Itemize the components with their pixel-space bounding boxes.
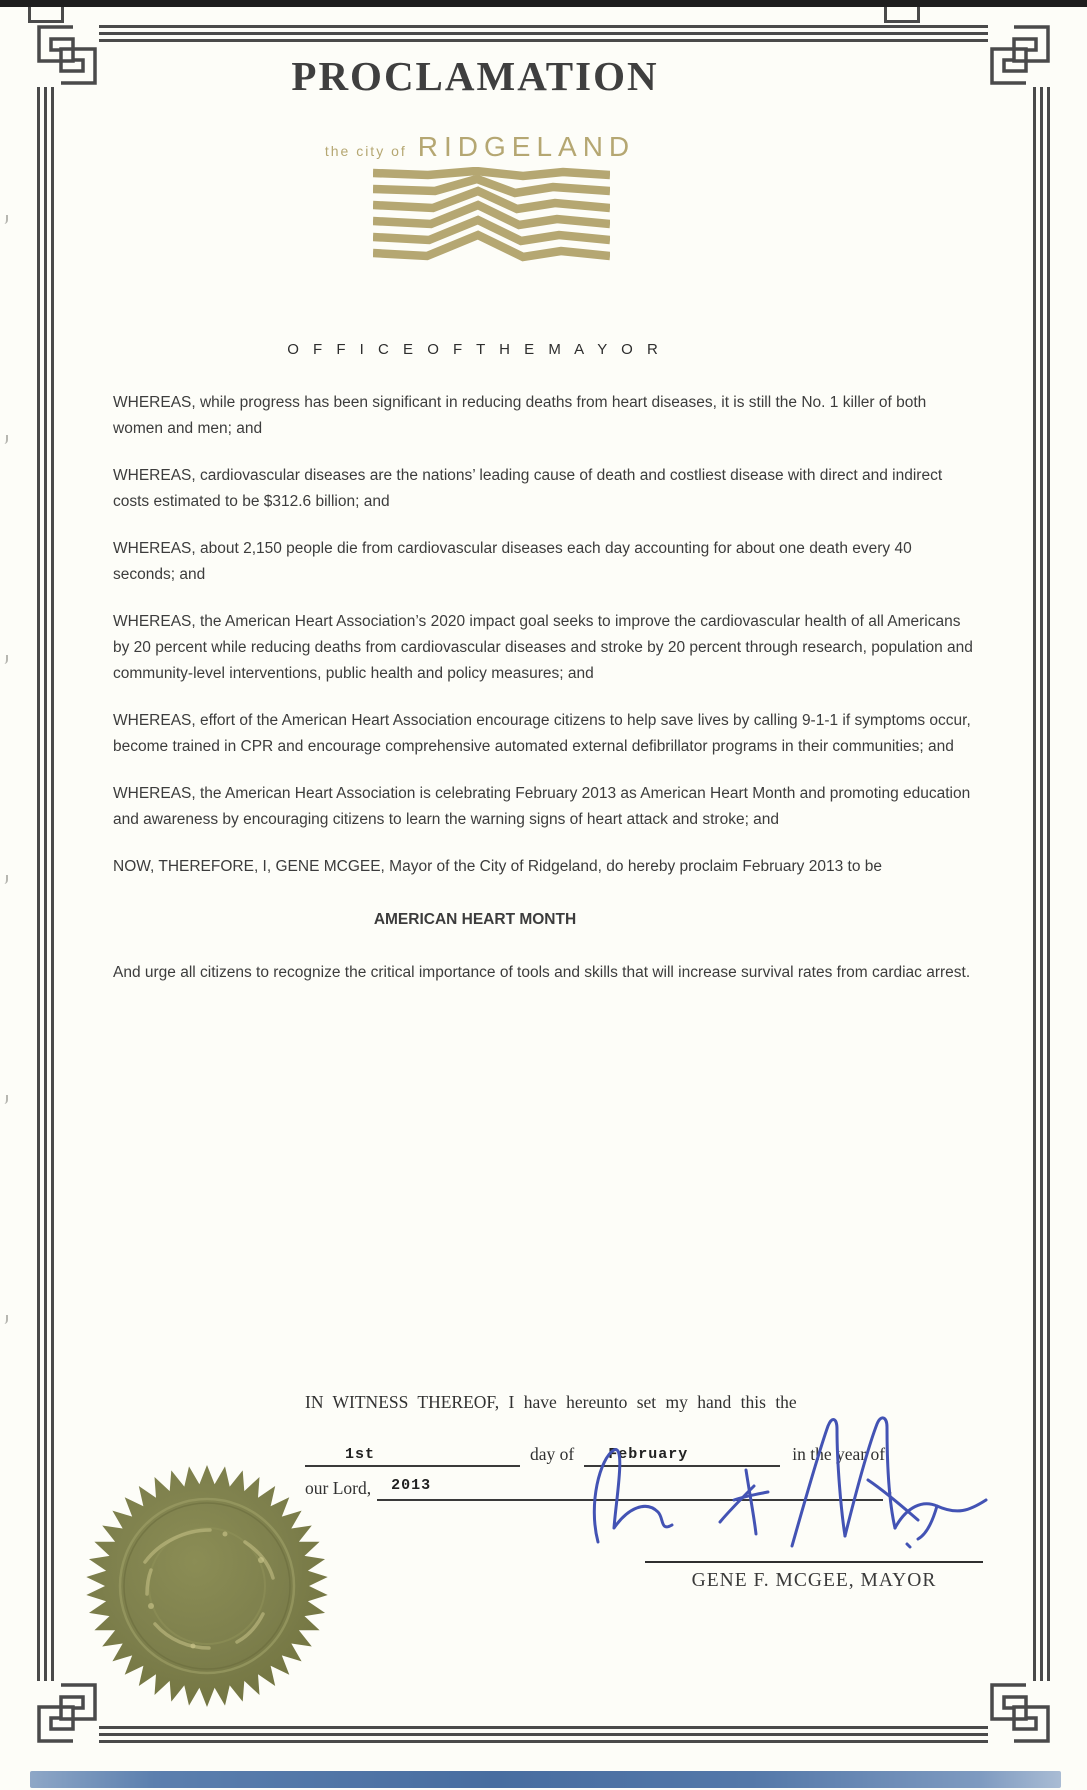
- scan-artifact: [2, 1315, 8, 1324]
- whereas-paragraph-5: WHEREAS, effort of the American Heart Association encourage citizens to help save lives by calling 9-1-1 if symptoms occur, become trained in CPR and encourage comprehensive automated external defibrillator programs in their communities; and: [113, 712, 971, 755]
- scan-artifact: [2, 655, 8, 664]
- scan-corner-remnant-left: [28, 7, 64, 23]
- scan-artifact: [2, 875, 8, 884]
- logo-city-text: RIDGELAND: [417, 131, 636, 162]
- scan-bottom-strip: [30, 1771, 1061, 1788]
- scan-artifact: [2, 215, 8, 224]
- scan-artifact: [2, 435, 8, 444]
- city-logo-wordmark: [0, 131, 960, 163]
- in-the-year-of-label: in the year of: [792, 1444, 886, 1464]
- scan-top-strip: [0, 0, 1087, 7]
- scan-artifact: [2, 1095, 8, 1104]
- signature-line: [645, 1561, 983, 1563]
- whereas-paragraph-1: WHEREAS, while progress has been significant in reducing deaths from heart diseases, it is still the No. 1 killer of both women and men; and: [113, 394, 927, 437]
- year-value: 2013: [391, 1477, 432, 1494]
- closing-paragraph: And urge all citizens to recognize the critical importance of tools and skills that will increase survival rates from cardiac arrest.: [113, 964, 971, 981]
- proclamation-body: [113, 390, 975, 1007]
- day-of-label: day of: [530, 1444, 575, 1464]
- witness-line-1: IN WITNESS THEREOF, I have hereunto set my hand this the: [305, 1392, 797, 1412]
- page-title: PROCLAMATION: [291, 53, 659, 99]
- day-value: 1st: [345, 1446, 376, 1463]
- whereas-paragraph-2: WHEREAS, cardiovascular diseases are the nations’ leading cause of death and costliest disease with direct and indirect costs estimated to be $312.6 billion; and: [113, 467, 943, 510]
- our-lord-label: our Lord,: [305, 1478, 372, 1498]
- logo-prefix-text: the city of: [324, 143, 407, 159]
- whereas-paragraph-3: WHEREAS, about 2,150 people die from cardiovascular diseases each day accounting for about one death every 40 seconds; and: [113, 540, 912, 583]
- mayor-signature-ink: [570, 1408, 1000, 1570]
- period-mark: .: [888, 1478, 893, 1498]
- day-blank: [305, 1444, 520, 1467]
- now-therefore-paragraph: NOW, THEREFORE, I, GENE MCGEE, Mayor of the City of Ridgeland, do hereby proclaim February 2013 to be: [113, 858, 882, 875]
- ridgeland-waves-icon: [373, 167, 610, 263]
- gold-foil-seal: [85, 1464, 329, 1708]
- scan-corner-remnant-right: [884, 7, 920, 23]
- american-heart-month-heading: AMERICAN HEART MONTH: [373, 911, 577, 928]
- mayor-name: GENE F. MCGEE, MAYOR: [691, 1570, 937, 1591]
- whereas-paragraph-6: WHEREAS, the American Heart Association is celebrating February 2013 as American Heart Month and promoting education and awareness by encouraging citizens to learn the warning signs of heart attack and stroke; and: [113, 785, 971, 828]
- month-value: February: [608, 1446, 689, 1463]
- whereas-paragraph-4: WHEREAS, the American Heart Association’s 2020 impact goal seeks to improve the cardiovascular health of all Americans by 20 percent while reducing deaths from cardiovascular diseases and stroke by 20 percent through research, population and community-level interventions, public health and policy measures; and: [113, 613, 973, 682]
- office-of-the-mayor-heading: O F F I C E O F T H E M A Y O R: [287, 341, 663, 358]
